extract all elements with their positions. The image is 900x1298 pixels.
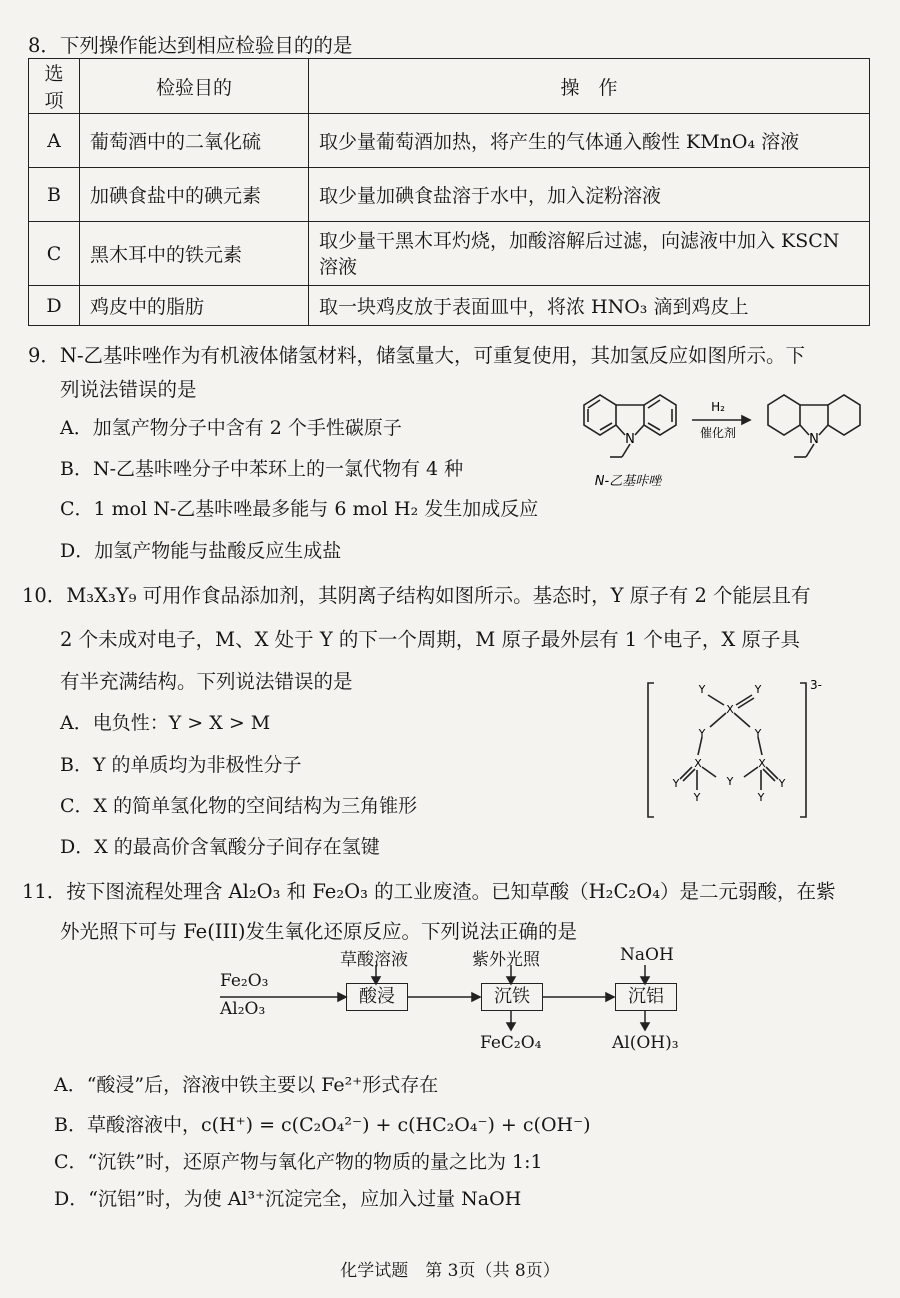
row-key: C — [29, 222, 80, 286]
q10-option-a: A．电负性：Y > X > M — [60, 712, 271, 734]
q11-option-d: D．“沉铝”时，为使 Al³⁺沉淀完全，应加入过量 NaOH — [54, 1188, 522, 1210]
step-aluminum-precipitation: 沉铝 — [615, 983, 677, 1011]
col-header-goal: 检验目的 — [80, 59, 309, 114]
row-operation: 取少量干黑木耳灼烧，加酸溶解后过滤，向滤液中加入 KSCN 溶液 — [309, 222, 870, 286]
atom-y: Y — [757, 791, 765, 804]
atom-y: Y — [693, 791, 701, 804]
q10-option-b: B．Y 的单质均为非极性分子 — [60, 754, 302, 776]
col-header-operation: 操 作 — [309, 59, 870, 114]
table-header-row — [29, 59, 870, 114]
q9-option-d: D．加氢产物能与盐酸反应生成盐 — [60, 540, 342, 562]
row-goal: 黑木耳中的铁元素 — [80, 222, 309, 286]
q10-anion-figure — [640, 675, 850, 825]
table-row — [29, 168, 870, 222]
q11-stem-line2: 外光照下可与 Fe(III)发生氧化还原反应。下列说法正确的是 — [60, 920, 578, 943]
hydrogenation-reaction-diagram — [570, 385, 870, 495]
q11-flowchart — [220, 945, 690, 1060]
table-row — [29, 114, 870, 168]
row-key: D — [29, 286, 80, 326]
nitrogen-label-left: N — [625, 432, 635, 447]
input-fe2o3: Fe₂O₃ — [220, 971, 269, 991]
q10-option-d: D．X 的最高价含氧酸分子间存在氢键 — [60, 836, 380, 858]
anion-structure-diagram — [640, 675, 850, 825]
row-goal: 鸡皮中的脂肪 — [80, 286, 309, 326]
atom-y: Y — [726, 775, 734, 788]
q9-option-c: C．1 mol N-乙基咔唑最多能与 6 mol H₂ 发生加成反应 — [60, 498, 539, 520]
reagent-uv-light: 紫外光照 — [472, 950, 540, 970]
q11-option-c: C．“沉铁”时，还原产物与氧化产物的物质的量之比为 1:1 — [54, 1151, 543, 1173]
q11-option-b: B．草酸溶液中，c(H⁺) = c(C₂O₄²⁻) + c(HC₂O₄⁻) + c(OH⁻) — [54, 1114, 591, 1136]
atom-y: Y — [698, 727, 706, 740]
step-acid-leach: 酸浸 — [346, 983, 408, 1011]
row-operation: 取一块鸡皮放于表面皿中，将浓 HNO₃ 滴到鸡皮上 — [309, 286, 870, 326]
product-fec2o4: FeC₂O₄ — [480, 1033, 542, 1053]
q9-reaction-figure — [570, 385, 870, 495]
q11-stem-line1: 11．按下图流程处理含 Al₂O₃ 和 Fe₂O₃ 的工业废渣。已知草酸（H₂C₂O₄）是二元弱酸，在紫 — [22, 880, 836, 903]
row-operation: 取少量加碘食盐溶于水中，加入淀粉溶液 — [309, 168, 870, 222]
q9-stem-line1: 9．N-乙基咔唑作为有机液体储氢材料，储氢量大，可重复使用，其加氢反应如图所示。下 — [28, 344, 806, 367]
q9-option-a: A．加氢产物分子中含有 2 个手性碳原子 — [60, 417, 402, 439]
q11-option-a: A．“酸浸”后，溶液中铁主要以 Fe²⁺形式存在 — [54, 1074, 439, 1096]
q9-stem-line2: 列说法错误的是 — [60, 378, 197, 401]
atom-y: Y — [754, 727, 762, 740]
row-key: B — [29, 168, 80, 222]
atom-y: Y — [672, 777, 680, 790]
nitrogen-label-right: N — [809, 432, 819, 447]
atom-y: Y — [754, 683, 762, 696]
atom-x: X — [758, 757, 766, 770]
q10-stem-line2: 2 个未成对电子，M、X 处于 Y 的下一个周期，M 原子最外层有 1 个电子，X 原子具 — [60, 628, 800, 651]
row-goal: 葡萄酒中的二氧化硫 — [80, 114, 309, 168]
row-goal: 加碘食盐中的碘元素 — [80, 168, 309, 222]
product-aloh3: Al(OH)₃ — [612, 1033, 679, 1053]
input-al2o3: Al₂O₃ — [220, 999, 266, 1019]
q8-title: 8．下列操作能达到相应检验目的的是 — [28, 34, 353, 57]
atom-x: X — [694, 757, 702, 770]
arrow-label-catalyst: 催化剂 — [699, 426, 737, 440]
row-operation: 取少量葡萄酒加热，将产生的气体通入酸性 KMnO₄ 溶液 — [309, 114, 870, 168]
atom-y: Y — [778, 777, 786, 790]
carbazole-caption: N-乙基咔唑 — [594, 474, 662, 489]
q10-stem-line1: 10．M₃X₃Y₉ 可用作食品添加剂，其阴离子结构如图所示。基态时，Y 原子有 2 个能层且有 — [22, 584, 811, 607]
q9-option-b: B．N-乙基咔唑分子中苯环上的一氯代物有 4 种 — [60, 458, 464, 480]
q8-table — [28, 58, 870, 326]
atom-x: X — [726, 703, 734, 716]
step-iron-precipitation: 沉铁 — [481, 983, 543, 1011]
reagent-oxalic-acid: 草酸溶液 — [340, 950, 408, 970]
table-row — [29, 222, 870, 286]
q10-option-c: C．X 的简单氢化物的空间结构为三角锥形 — [60, 795, 418, 817]
anion-charge: 3- — [810, 678, 822, 692]
reagent-naoh: NaOH — [620, 945, 674, 965]
table-row — [29, 286, 870, 326]
atom-y: Y — [698, 683, 706, 696]
row-key: A — [29, 114, 80, 168]
q10-stem-line3: 有半充满结构。下列说法错误的是 — [60, 670, 353, 693]
col-header-option: 选项 — [29, 59, 80, 114]
arrow-label-h2: H₂ — [711, 400, 725, 414]
page-footer: 化学试题 第 3页（共 8页） — [340, 1261, 560, 1281]
